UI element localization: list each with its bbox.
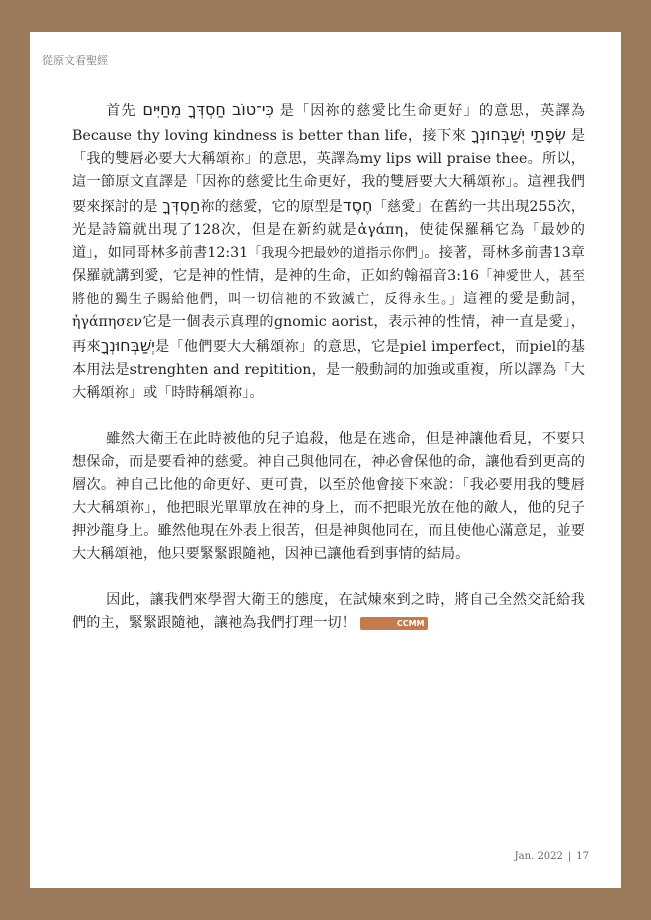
paragraph-3 (72, 589, 585, 635)
paragraph-1 (72, 98, 585, 405)
hebrew-phrase: כִּי־טוֹב חַסְדְּךָ מֵחַיִּים (142, 100, 274, 119)
bible-quote: 「我現今把最妙的道指示你們」 (248, 246, 425, 261)
text-run: 是「我的雙唇必要大大稱頌祢」的意思，英譯為my lips will praise thee。所以，這一節原文直譯是「因祢的慈愛比生命更好，我的雙唇要大大稱頌祢」。這裡我們要來探討的是 (72, 128, 586, 215)
hebrew-phrase: חֶסֶד (342, 196, 373, 215)
footer-separator: | (567, 851, 572, 862)
text-run: 是「他們要大大稱頌祢」的意思，它是piel imperfect，而piel的基本用法是strenghten and repitition，是一般動詞的加強或重複，所以譯為「大大稱頌祢」或「時時稱頌祢」。 (72, 339, 585, 401)
bible-quote: 「神愛世人，甚至將他的獨生子賜給他們，叫一切信祂的不致滅亡，反得永生。」 (72, 269, 585, 307)
text-run: 「慈愛」在舊約一共出現255次，光是詩篇就出現了128次，但是在新約就是ἀγάπη，使徒保羅稱它為「最妙的道」，如同哥林多前書12:31 (72, 199, 585, 261)
text-run: 首先 (106, 103, 137, 119)
text-run: 這裡的愛是動詞，ἠγάπησεν它是一個表示真理的gnomic aorist，表示神的性情，神一直是愛」，再來 (72, 291, 585, 355)
issue-date: Jan. 2022 (514, 851, 563, 862)
ccmm-logo: CCMM (360, 617, 428, 630)
text-run: 是「因祢的慈愛比生命更好」的意思，英譯為Because thy loving kindness is better than life，接下來 (72, 103, 585, 144)
page-number: 17 (576, 851, 589, 862)
text-run: 。接著，哥林多前書13章保羅就講到愛，它是神的性情，是神的生命，正如約翰福音3:16 (72, 245, 585, 284)
paragraph-2: 雖然大衛王在此時被他的兒子追殺，他是在逃命，但是神讓他看見，不要只想保命，而是要看神的慈愛。神自己與他同在，神必會保他的命，讓他看到更高的層次。神自己比他的命更好、更可貴，以至於他會接下來說：「我必要用我的雙唇大大稱頌祢」，他把眼光單單放在神的身上，而不把眼光放在他的敵人，他的兒子押沙龍身上。雖然他現在外表上很苦，但是神與他同在，而且使他心滿意足，並要大大稱頌祂，他只要緊緊跟隨祂，因神已讓他看到事情的結局。 (72, 431, 585, 562)
text-run: 祢的慈愛，它的原型是 (200, 199, 343, 215)
article-body (72, 98, 585, 635)
page (30, 32, 621, 888)
hebrew-phrase: חַסְדְּךָ (162, 196, 201, 215)
text-run: 因此，讓我們來學習大衛王的態度，在試煉來到之時，將自己全然交託給我們的主，緊緊跟隨祂，讓祂為我們打理一切！ (72, 592, 585, 631)
page-footer (515, 851, 589, 862)
hebrew-phrase: יְשַׁבְּחוּנְךָ (100, 336, 155, 355)
hebrew-phrase: שְׂפָתַי יְשַׁבְּחוּנְךָ (471, 125, 566, 144)
running-head: 從原文看聖經 (42, 54, 108, 67)
